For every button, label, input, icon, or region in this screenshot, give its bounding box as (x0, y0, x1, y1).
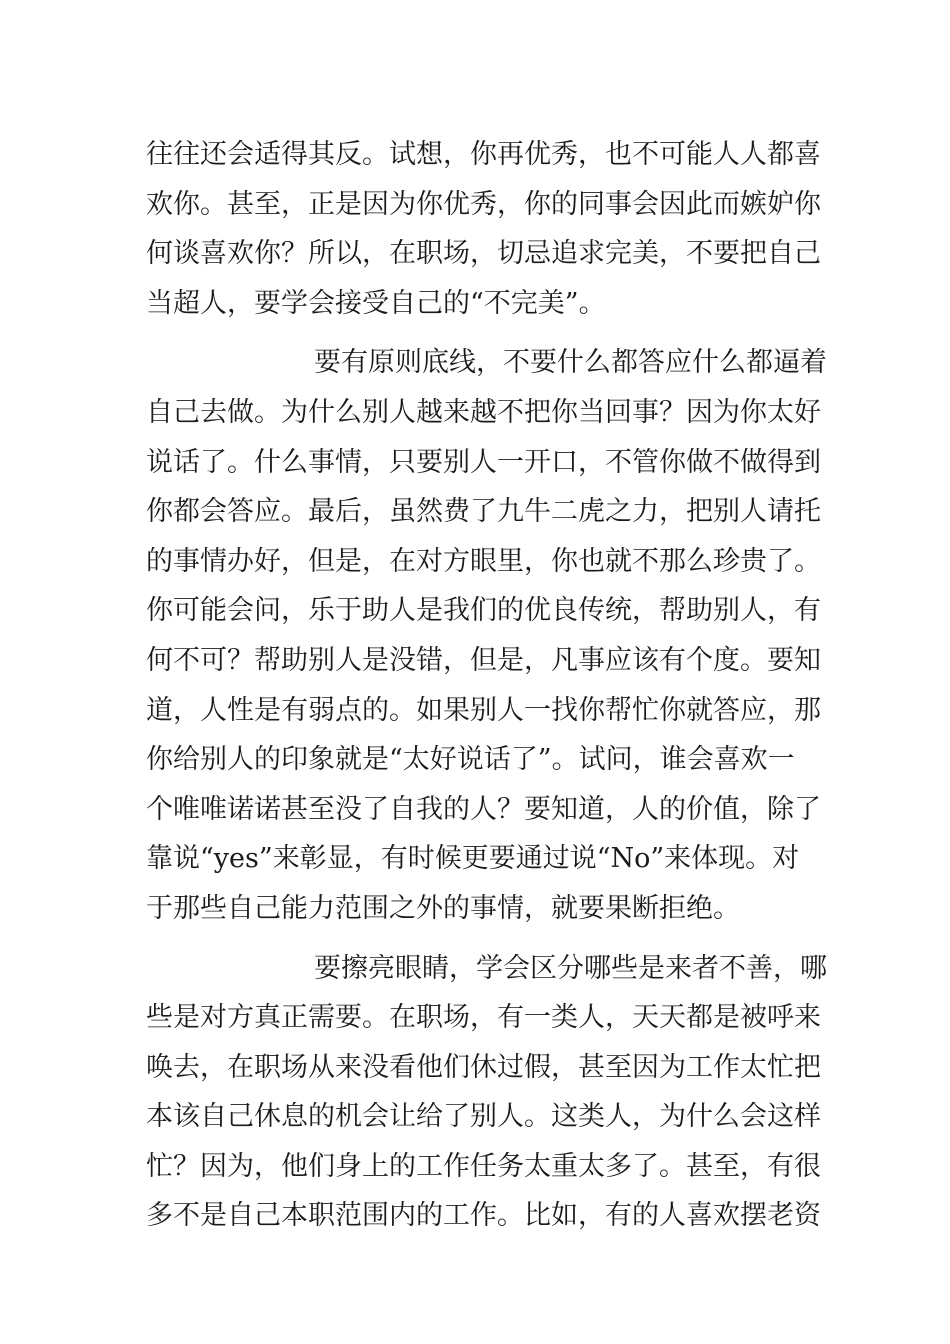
text-line: 些是对方真正需要。在职场，有一类人，天天都是被呼来 (146, 1002, 821, 1034)
body-text (146, 130, 827, 1241)
text-line: 唤去，在职场从来没看他们休过假，甚至因为工作太忙把 (146, 1051, 821, 1083)
text-line: 你都会答应。最后，虽然费了九牛二虎之力，把别人请托 (146, 496, 821, 528)
text-line: 本该自己休息的机会让给了别人。这类人，为什么会这样 (146, 1101, 821, 1133)
paragraph-start-line: 要擦亮眼睛，学会区分哪些是来者不善，哪 (314, 952, 827, 984)
text-line: 何不可？帮助别人是没错，但是，凡事应该有个度。要知 (146, 644, 821, 676)
text-line: 于那些自己能力范围之外的事情，就要果断拒绝。 (146, 892, 740, 924)
text-line: 个唯唯诺诺甚至没了自我的人？要知道，人的价值，除了 (146, 793, 821, 825)
text-line: 何谈喜欢你？所以，在职场，切忌追求完美，不要把自己 (146, 238, 821, 270)
text-line: 你可能会问，乐于助人是我们的优良传统，帮助别人，有 (146, 595, 821, 627)
text-line: 道，人性是有弱点的。如果别人一找你帮忙你就答应，那 (146, 694, 821, 726)
text-line: 当超人，要学会接受自己的“不完美”。 (146, 287, 606, 319)
text-line: 往往还会适得其反。试想，你再优秀，也不可能人人都喜 (146, 139, 821, 170)
text-line: 的事情办好，但是，在对方眼里，你也就不那么珍贵了。 (146, 545, 821, 577)
text-line: 欢你。甚至，正是因为你优秀，你的同事会因此而嫉妒你 (146, 188, 821, 220)
text-line: 说话了。什么事情，只要别人一开口，不管你做不做得到 (146, 446, 821, 478)
text-line: 自己去做。为什么别人越来越不把你当回事？因为你太好 (146, 396, 821, 428)
text-line: 多不是自己本职范围内的工作。比如，有的人喜欢摆老资 (146, 1200, 821, 1232)
text-line: 靠说“yes”来彰显，有时候更要通过说“No”来体现。对 (146, 843, 800, 875)
paragraph-start-line: 要有原则底线，不要什么都答应什么都逼着 (314, 347, 827, 379)
text-line: 你给别人的印象就是“太好说话了”。试问，谁会喜欢一 (146, 744, 795, 776)
text-line: 忙？因为，他们身上的工作任务太重太多了。甚至，有很 (146, 1150, 821, 1182)
